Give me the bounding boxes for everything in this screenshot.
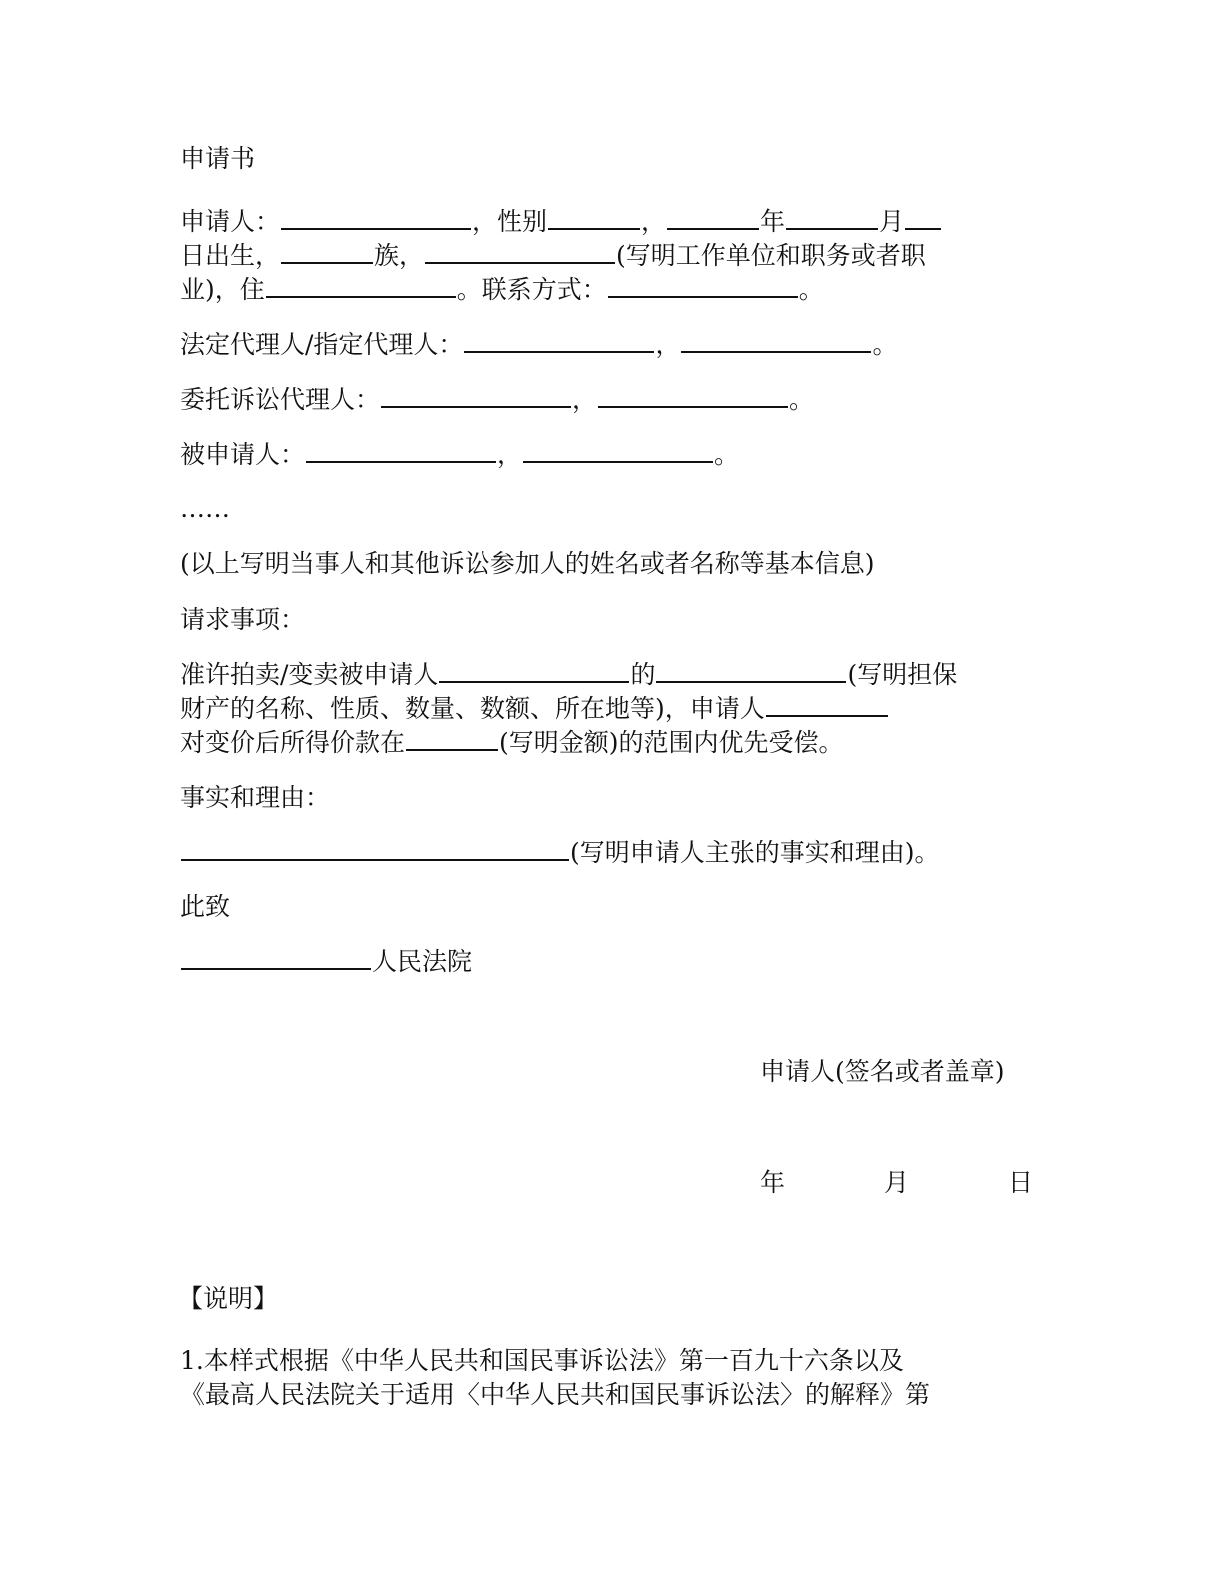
claims-line-3: [180, 726, 844, 760]
claims-heading: 请求事项：: [180, 605, 306, 634]
gender-blank[interactable]: [548, 206, 640, 230]
ethnicity-label: 族，: [374, 241, 425, 270]
agent-line: [180, 383, 814, 417]
facts-blank[interactable]: [181, 837, 569, 861]
date-year: 年: [760, 1168, 786, 1197]
comma-text: ，: [572, 385, 598, 414]
signature-line: 申请人(签名或者盖章): [760, 1057, 1005, 1086]
contact-label: 。联系方式：: [456, 275, 607, 304]
claims-text: 对变价后所得价款在: [180, 728, 406, 757]
note-1-line-2: 《最高人民法院关于适用〈中华人民共和国民事诉讼法〉的解释》第: [180, 1380, 931, 1409]
year-blank[interactable]: [667, 206, 759, 230]
contact-blank[interactable]: [608, 274, 798, 298]
occupation-blank[interactable]: [425, 240, 615, 264]
legal-rep-blank-2[interactable]: [681, 329, 871, 353]
year-label: 年: [760, 207, 786, 236]
date-month: 月: [884, 1168, 910, 1197]
comma-text: ，: [655, 330, 681, 359]
salutation: 此致: [180, 892, 231, 921]
period-text: 。: [714, 440, 740, 469]
month-blank[interactable]: [786, 206, 878, 230]
notes-heading: 【说明】: [178, 1284, 279, 1313]
day-blank[interactable]: [905, 206, 941, 230]
applicant-label: 申请人：: [180, 207, 281, 236]
respondent-label: 被申请人：: [180, 440, 306, 469]
ethnicity-blank[interactable]: [281, 240, 373, 264]
respondent-line: [180, 438, 739, 472]
court-suffix: 人民法院: [372, 947, 473, 976]
period-text: 。: [789, 385, 815, 414]
ellipsis: ……: [180, 494, 230, 523]
legal-rep-line: [180, 328, 897, 362]
period-text: 。: [798, 275, 824, 304]
name-blank[interactable]: [281, 206, 471, 230]
court-blank[interactable]: [181, 946, 371, 970]
agent-blank-1[interactable]: [381, 384, 571, 408]
comma-text: ，: [641, 207, 667, 236]
agent-blank-2[interactable]: [598, 384, 788, 408]
legal-rep-blank-1[interactable]: [464, 329, 654, 353]
respondent-blank-2[interactable]: [523, 439, 713, 463]
parties-note: (以上写明当事人和其他诉讼参加人的姓名或者名称等基本信息): [180, 549, 875, 578]
comma-text: ，: [497, 440, 523, 469]
birth-label: 日出生，: [180, 241, 281, 270]
respondent-name-blank[interactable]: [439, 659, 629, 683]
period-text: 。: [872, 330, 898, 359]
claims-line-2: [180, 692, 889, 726]
note-1-line-1: 1.本样式根据《中华人民共和国民事诉讼法》第一百九十六条以及: [180, 1346, 904, 1375]
claims-text: 的: [630, 660, 656, 689]
occupation-hint: (写明工作单位和职务或者职: [616, 241, 926, 270]
address-label: 业)，住: [180, 275, 265, 304]
address-blank[interactable]: [266, 274, 456, 298]
respondent-blank-1[interactable]: [306, 439, 496, 463]
facts-hint: (写明申请人主张的事实和理由)。: [570, 838, 940, 867]
claims-text: (写明金额)的范围内优先受偿。: [499, 728, 844, 757]
amount-blank[interactable]: [406, 727, 498, 751]
facts-line: [180, 836, 940, 870]
claims-line-1: [180, 658, 957, 692]
claims-hint: (写明担保: [847, 660, 958, 689]
facts-heading: 事实和理由：: [180, 783, 331, 812]
applicant-line-2: [180, 239, 926, 273]
property-blank[interactable]: [656, 659, 846, 683]
legal-rep-label: 法定代理人/指定代理人：: [180, 330, 464, 359]
month-label: 月: [879, 207, 905, 236]
court-line: [180, 945, 472, 979]
claims-text: 准许拍卖/变卖被申请人: [180, 660, 439, 689]
applicant-line-1: [180, 205, 942, 239]
applicant-name-blank[interactable]: [766, 693, 888, 717]
date-day: 日: [1008, 1168, 1034, 1197]
document-title: 申请书: [180, 144, 256, 173]
applicant-line-3: [180, 273, 824, 307]
claims-text: 财产的名称、性质、数量、数额、所在地等)，申请人: [180, 694, 765, 723]
gender-label: ，性别: [472, 207, 548, 236]
agent-label: 委托诉讼代理人：: [180, 385, 381, 414]
